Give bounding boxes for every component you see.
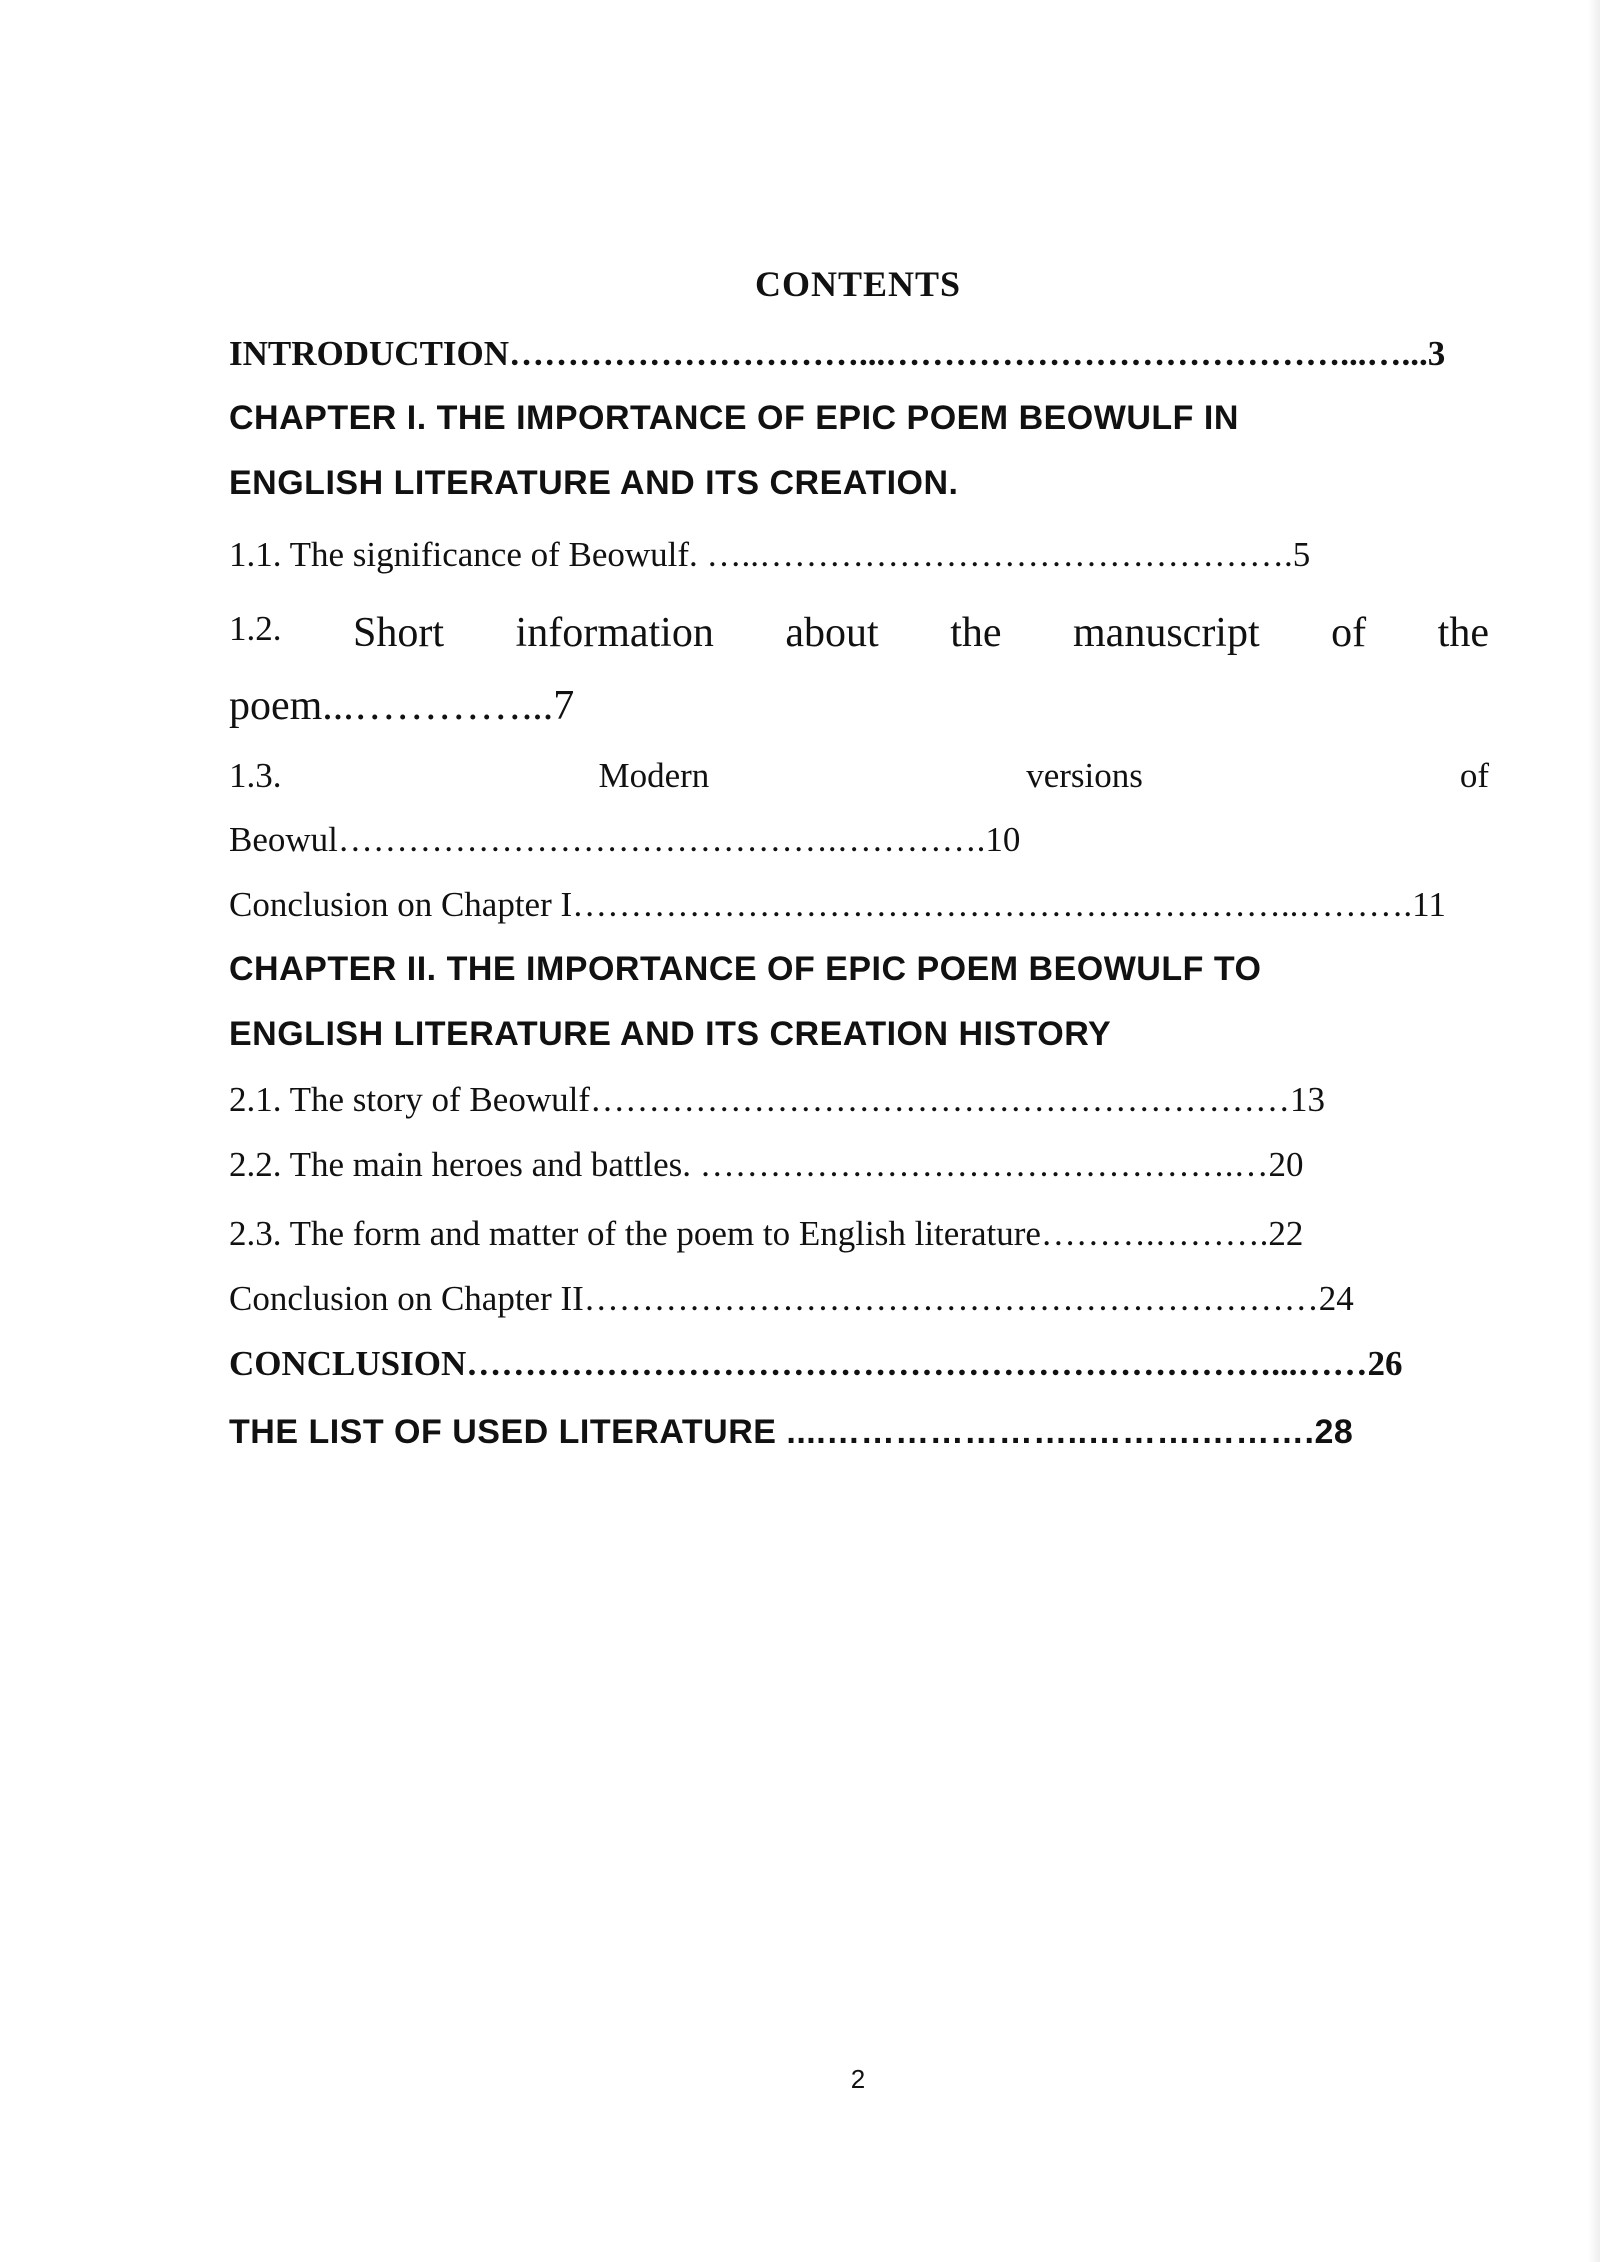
toc-used-literature-text: THE LIST OF USED LITERATURE ....…………………..……….……….28 (229, 1413, 1354, 1451)
contents-heading: CONTENTS (754, 264, 962, 304)
page-number: 2 (850, 2064, 866, 2094)
toc-section-1-2-word: the (1437, 610, 1489, 656)
toc-chapter2-title-line2: ENGLISH LITERATURE AND ITS CREATION HISTORY (229, 1015, 1112, 1053)
toc-section-1-2-word: about (785, 610, 879, 656)
toc-section-1-3-word: of (1459, 756, 1489, 795)
toc-section-1-3-word: 1.3. (229, 756, 282, 795)
toc-section-1-3-word: Modern (598, 756, 710, 795)
toc-chapter1-title-line1: CHAPTER I. THE IMPORTANCE OF EPIC POEM BEOWULF IN (229, 399, 1239, 437)
toc-section-1-2-cont-text: poem...…………...7 (229, 683, 575, 729)
toc-section-1-2-word: 1.2. (229, 609, 282, 648)
toc-conclusion-chapter2: Conclusion on Chapter II………………………………………………………24 (229, 1279, 1354, 1318)
toc-section-1-2-word: manuscript (1073, 610, 1260, 656)
toc-section-1-3-word: versions (1026, 756, 1143, 795)
toc-section-2-3: 2.3. The form and matter of the poem to English literature……….……….22 (229, 1214, 1304, 1253)
toc-section-2-1: 2.1. The story of Beowulf……………………………………………………13 (229, 1080, 1325, 1119)
toc-conclusion-chapter1: Conclusion on Chapter I………………………………………….…………..……….11 (229, 885, 1446, 924)
toc-conclusion: CONCLUSION……………………………………………………………...……26 (229, 1344, 1403, 1383)
toc-section-1-3-continued: Beowul…………………………………….………….10 (229, 820, 1021, 859)
toc-section-1-2-continued (229, 683, 1489, 729)
toc-section-1-1: 1.1. The significance of Beowulf. …..……………………………………….5 (229, 535, 1311, 574)
toc-section-1-3 (229, 757, 1489, 796)
toc-used-literature (229, 1413, 1489, 1452)
page-edge-shadow (1588, 0, 1600, 2262)
toc-chapter1-title-line2: ENGLISH LITERATURE AND ITS CREATION. (229, 464, 959, 502)
toc-section-1-2 (229, 610, 1489, 656)
toc-introduction: INTRODUCTION…………………………...…………………………………...…...3 (229, 334, 1446, 373)
toc-chapter2-title-line1: CHAPTER II. THE IMPORTANCE OF EPIC POEM BEOWULF TO (229, 950, 1262, 988)
toc-section-2-2: 2.2. The main heroes and battles. ……………………………………….…20 (229, 1145, 1304, 1184)
toc-section-1-2-word: Short (353, 610, 445, 656)
toc-section-1-2-word: information (515, 610, 714, 656)
toc-section-1-2-word: of (1331, 610, 1367, 656)
toc-section-1-2-word: the (950, 610, 1002, 656)
